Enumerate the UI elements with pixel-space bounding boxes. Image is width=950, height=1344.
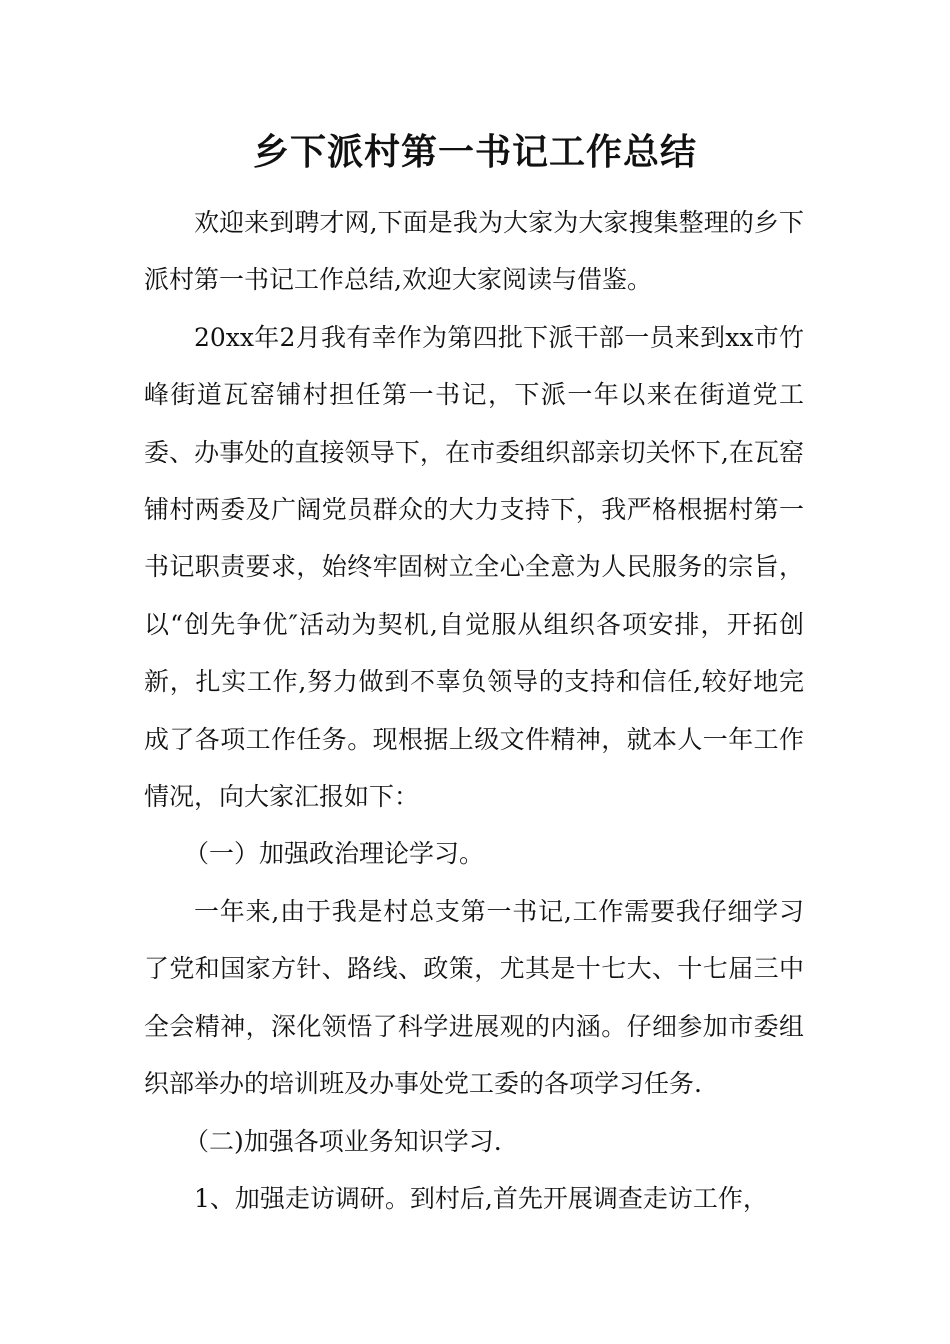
background-paragraph: 20xx年2月我有幸作为第四批下派干部一员来到xx市竹峰街道瓦窑铺村担任第一书记，下派一年以来在街道党工委、办事处的直接领导下，在市委组织部亲切关怀下,在瓦窑铺村两委及广阔党员群众的大力支持下，我严格根据村第一书记职责要求，始终牢固树立全心全意为人民服务的宗旨，以“创先争优″活动为契机,自觉服从组织各项安排，开拓创新，扎实工作,努力做到不辜负领导的支持和信任,较好地完成了各项工作任务。现根据上级文件精神，就本人一年工作情况，向大家汇报如下： (144, 322, 804, 812)
document-title: 乡下派村第一书记工作总结 (252, 131, 697, 173)
section-2-item-1-paragraph: 1、加强走访调研。到村后,首先开展调查走访工作， (194, 1183, 768, 1213)
section-1-paragraph: 一年来,由于我是村总支第一书记,工作需要我仔细学习了党和国家方针、路线、政策，尤其是十七大、十七届三中全会精神，深化领悟了科学进展观的内涵。仔细参加市委组织部举办的培训班及办事处党工委的各项学习任务. (144, 896, 804, 1099)
document-body (144, 194, 804, 1227)
section-heading-2: （二)加强各项业务知识学习. (184, 1126, 502, 1156)
intro-paragraph: 欢迎来到聘才网,下面是我为大家为大家搜集整理的乡下派村第一书记工作总结,欢迎大家阅读与借鉴。 (144, 208, 804, 295)
section-heading-1: （一）加强政治理论学习。 (184, 839, 485, 869)
